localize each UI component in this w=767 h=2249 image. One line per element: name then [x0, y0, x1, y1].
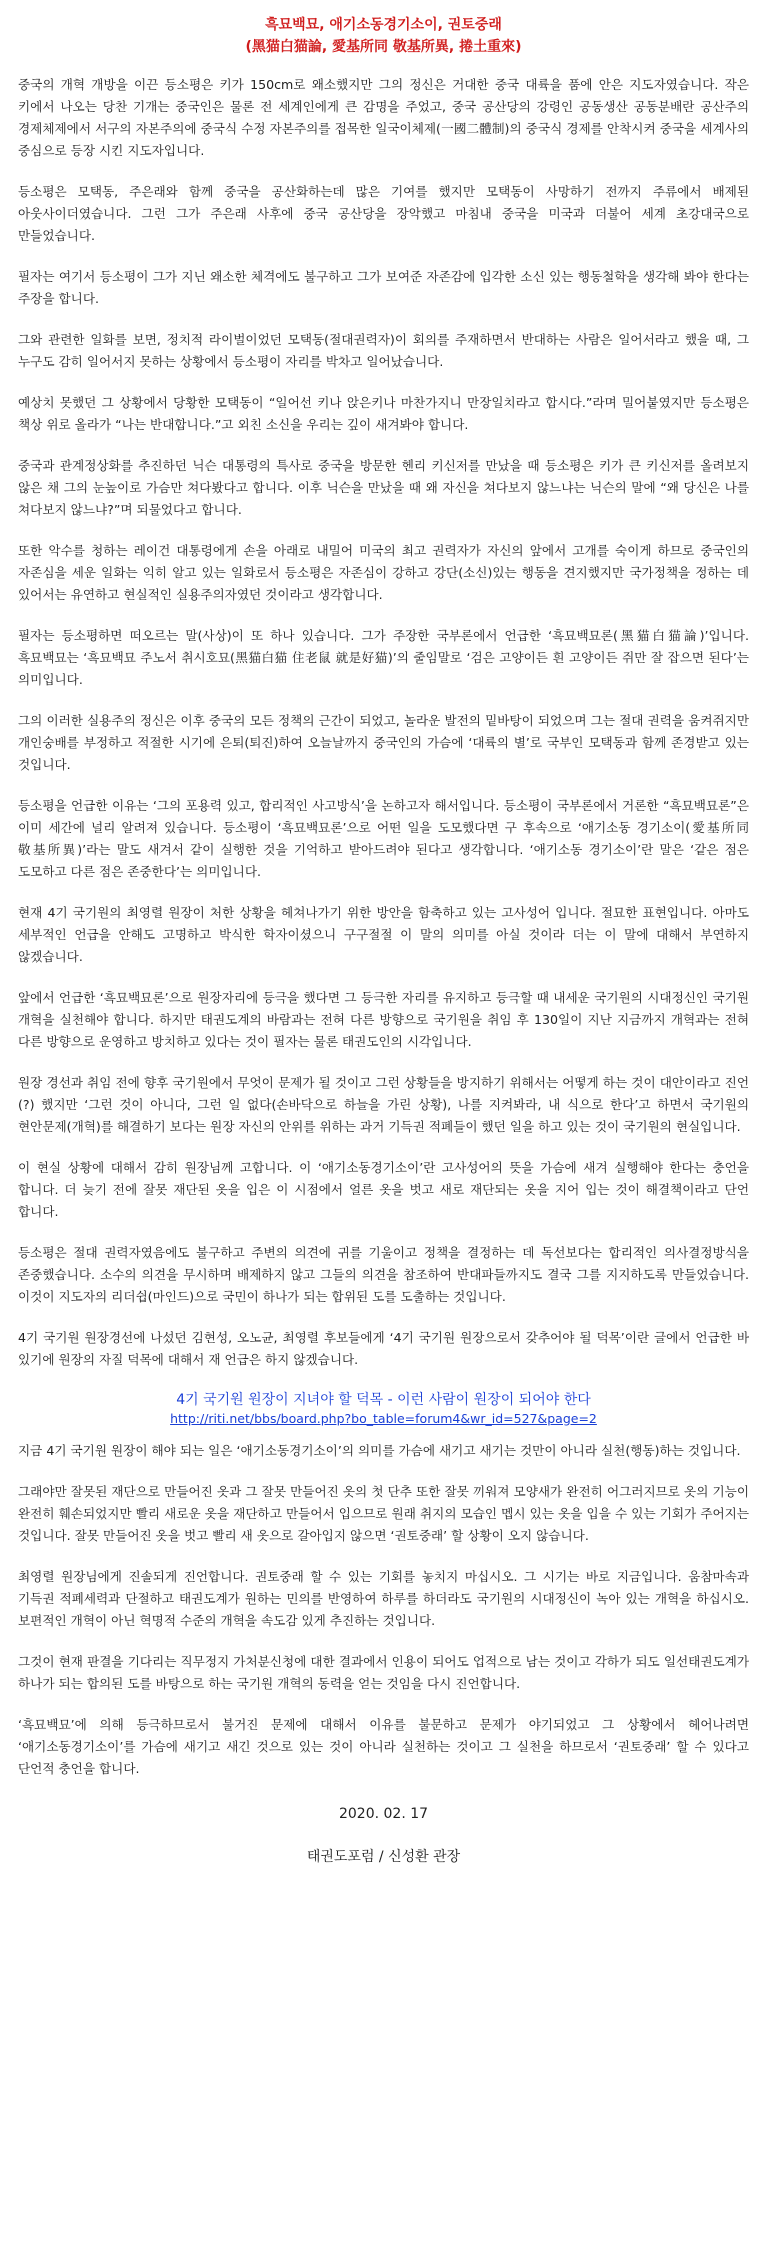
- closing-paragraph-2: 그래야만 잘못된 재단으로 만들어진 옷과 그 잘못 만들어진 옷의 첫 단추 또한 잘못 끼워져 모양새가 완전히 어그러지므로 옷의 기능이 완전히 훼손되었지만 빨리 새로운 옷을 재단하고 만들어서 입으므로 원래 취지의 모습인 멥시 있는 옷을 입을 수 있는 기회가 주어지는 것입니다. 잘못 만들어진 옷을 벗고 빨리 새 옷으로 갈아입지 않으면 ‘권토중래’ 할 상황이 오지 않습니다.: [18, 1484, 749, 1543]
- paragraph-12: 앞에서 언급한 ‘흑묘백묘론’으로 원장자리에 등극을 했다면 그 등극한 자리를 유지하고 등극할 때 내세운 국기원의 시대정신인 국기원 개혁을 실천해야 합니다. 하지만 태권도계의 바람과는 전혀 다른 방향으로 국기원을 취임 후 130일이 지난 지금까지 개혁과는 전혀 다른 방향으로 운영하고 방치하고 있다는 것이 필자는 물론 태권도인의 시각입니다.: [18, 990, 749, 1049]
- paragraph-16: 4기 국기원 원장경선에 나섰던 김현성, 오노균, 최영렬 후보들에게 ‘4기 국기원 원장으로서 갖추어야 될 덕목’이란 글에서 언급한 바 있기에 원장의 자질 덕목에 대해서 재 언급은 하지 않겠습니다.: [18, 1330, 749, 1367]
- paragraph-2: 등소평은 모택동, 주은래와 함께 중국을 공산화하는데 많은 기여를 했지만 모택동이 사망하기 전까지 주류에서 배제된 아웃사이더였습니다. 그런 그가 주은래 사후에 중국 공산당을 장악했고 마침내 중국을 미국과 더불어 세계 초강대국으로 만들었습니다.: [18, 184, 749, 243]
- reference-link[interactable]: http://riti.net/bbs/board.php?bo_table=forum4&wr_id=527&page=2: [170, 1411, 597, 1426]
- paragraph-13: 원장 경선과 취임 전에 향후 국기원에서 무엇이 문제가 될 것이고 그런 상황들을 방지하기 위해서는 어떻게 하는 것이 대안이라고 진언(?) 했지만 ‘그런 것이 아니다, 그런 일 없다(손바닥으로 하늘을 가린 상황), 나를 지켜봐라, 내 식으로 한다’고 하면서 국기원의 현안문제(개혁)를 해결하기 보다는 원장 자신의 안위를 위하는 과거 기득권 적폐들이 했던 일을 하고 있는 것이 국기원의 현실입니다.: [18, 1075, 749, 1134]
- paragraph-14: 이 현실 상황에 대해서 감히 원장님께 고합니다. 이 ‘애기소동경기소이’란 고사성어의 뜻을 가슴에 새겨 실행해야 한다는 충언을 합니다. 더 늦기 전에 잘못 재단된 옷을 입은 이 시점에서 얼른 옷을 벗고 새로 재단되는 옷을 지어 입는 것이 해결책이라고 단언 합니다.: [18, 1160, 749, 1219]
- closing-paragraph-5: ‘흑묘백묘’에 의해 등극하므로서 불거진 문제에 대해서 이유를 불문하고 문제가 야기되었고 그 상황에서 헤어나려면 ‘애기소동경기소이’를 가슴에 새기고 새긴 것으로 있는 것이 아니라 실천하는 것이고 그 실천을 하므로서 ‘권토중래’ 할 수 있다고 단언적 충언을 합니다.: [18, 1717, 749, 1776]
- paragraph-1: 중국의 개혁 개방을 이끈 등소평은 키가 150cm로 왜소했지만 그의 정신은 거대한 중국 대륙을 품에 안은 지도자였습니다. 작은 키에서 나오는 당찬 기개는 중국인은 물론 전 세계인에게 큰 감명을 주었고, 중국 공산당의 강령인 공동생산 공동분배란 공산주의 경제체제에서 서구의 자본주의에 중국식 수정 자본주의를 접목한 일국이체제(一國二體制)의 중국식 경제를 안착시켜 중국을 세계사의 중심으로 등장 시킨 지도자입니다.: [18, 77, 749, 158]
- paragraph-4: 그와 관련한 일화를 보면, 정치적 라이벌이었던 모택동(절대권력자)이 회의를 주재하면서 반대하는 사람은 일어서라고 했을 때, 그 누구도 감히 일어서지 못하는 상황에서 등소평이 자리를 박차고 일어났습니다.: [18, 332, 749, 369]
- paragraph-3: 필자는 여기서 등소평이 그가 지닌 왜소한 체격에도 불구하고 그가 보여준 자존감에 입각한 소신 있는 행동철학을 생각해 봐야 한다는 주장을 합니다.: [18, 269, 749, 306]
- reference-block: [18, 1390, 749, 1428]
- paragraph-5: 예상치 못했던 그 상황에서 당황한 모택동이 “일어선 키나 앉은키나 마찬가지니 만장일치라고 합시다.”라며 밀어붙였지만 등소평은 책상 위로 올라가 “나는 반대합니다.”고 외친 소신을 우리는 깊이 새겨봐야 합니다.: [18, 395, 749, 432]
- closing-paragraph-4: 그것이 현재 판결을 기다리는 직무정지 가처분신청에 대한 결과에서 인용이 되어도 업적으로 남는 것이고 각하가 되도 일선태권도계가 하나가 되는 합의된 도를 바탕으로 하는 국기원 개혁의 동력을 얻는 것임을 다시 진언합니다.: [18, 1654, 749, 1691]
- paragraph-8: 필자는 등소평하면 떠오르는 말(사상)이 또 하나 있습니다. 그가 주장한 국부론에서 언급한 ‘흑묘백묘론(黑猫白猫論)’입니다. 흑묘백묘는 ‘흑묘백묘 주노서 취시호묘(黑猫白猫 住老鼠 就是好猫)’의 줄임말로 ‘검은 고양이든 흰 고양이든 쥐만 잘 잡으면 된다’는 의미입니다.: [18, 628, 749, 687]
- paragraph-15: 등소평은 절대 권력자였음에도 불구하고 주변의 의견에 귀를 기울이고 정책을 결정하는 데 독선보다는 합리적인 의사결정방식을 존중했습니다. 소수의 의견을 무시하며 배제하지 않고 그들의 의견을 참조하여 반대파들까지도 결국 그를 지지하도록 만들었습니다. 이것이 지도자의 리더쉽(마인드)으로 국민이 하나가 되는 합위된 도를 도출하는 것입니다.: [18, 1245, 749, 1304]
- paragraph-11: 현재 4기 국기원의 최영렬 원장이 처한 상황을 헤쳐나가기 위한 방안을 함축하고 있는 고사성어 입니다. 절묘한 표현입니다. 아마도 세부적인 언급을 안해도 고명하고 박식한 학자이셨으니 구구절절 이 말의 의미를 아실 것이라 더는 이 말에 대해서 부연하지 않겠습니다.: [18, 905, 749, 964]
- author-signature: 태권도포럼 / 신성환 관장: [306, 1849, 461, 1865]
- paragraph-10: 등소평을 언급한 이유는 ‘그의 포용력 있고, 합리적인 사고방식’을 논하고자 해서입니다. 등소평이 국부론에서 거론한 “흑묘백묘론”은 이미 세간에 널리 알려져 있습니다. 등소평이 ‘흑묘백묘론’으로 어떤 일을 도모했다면 구 후속으로 ‘애기소동 경기소이(愛基所同 敬基所異)’라는 말도 새겨서 같이 실행한 것을 기억하고 받아드려야 된다고 생각합니다. ‘애기소동 경기소이’란 말은 ‘같은 점은 도모하고 다른 점은 존중한다’는 의미입니다.: [18, 798, 749, 879]
- closing-paragraph-3: 최영렬 원장님에게 진솔되게 진언합니다. 권토중래 할 수 있는 기회를 놓치지 마십시오. 그 시기는 바로 지금입니다. 움참마속과 기득권 적폐세력과 단절하고 태권도계가 원하는 민의를 반영하여 하루를 하더라도 국기원의 시대정신이 녹아 있는 개혁을 하십시오. 보편적인 개혁이 아닌 혁명적 수준의 개혁을 속도감 있게 추진하는 것입니다.: [18, 1569, 749, 1628]
- title-block: [18, 14, 749, 58]
- paragraph-9: 그의 이러한 실용주의 정신은 이후 중국의 모든 정책의 근간이 되었고, 놀라운 발전의 밑바탕이 되었으며 그는 절대 권력을 움켜쥐지만 개인숭배를 부정하고 적절한 시기에 은퇴(퇴진)하여 오늘날까지 중국인의 가슴에 ‘대륙의 별’로 국부인 모택동과 함께 존경받고 있는 것입니다.: [18, 713, 749, 772]
- article-title: 흑묘백묘, 애기소동경기소이, 권토중래: [265, 17, 502, 33]
- paragraph-7: 또한 악수를 청하는 레이건 대통령에게 손을 아래로 내밀어 미국의 최고 권력자가 자신의 앞에서 고개를 숙이게 하므로 중국인의 자존심을 세운 일화는 익히 알고 있는 일화로서 등소평은 자존심이 강하고 강단(소신)있는 행동을 견지했지만 국가정책을 정하는 데 있어서는 유연하고 현실적인 실용주의자였던 것이라고 생각합니다.: [18, 543, 749, 602]
- article-date: 2020. 02. 17: [338, 1806, 429, 1822]
- closing-paragraph-1: 지금 4기 국기원 원장이 해야 되는 일은 ‘애기소동경기소이’의 의미를 가슴에 새기고 새기는 것만이 아니라 실천(행동)하는 것입니다.: [18, 1443, 741, 1458]
- article-subtitle: (黑猫白猫論, 愛基所同 敬基所異, 捲土重來): [245, 39, 522, 55]
- paragraph-6: 중국과 관계정상화를 추진하던 닉슨 대통령의 특사로 중국을 방문한 헨리 키신저를 만났을 때 등소평은 키가 큰 키신저를 올려보지 않은 채 그의 눈높이로 가슴만 쳐다봤다고 합니다. 이후 닉슨을 만났을 때 왜 자신을 쳐다보지 않느냐는 닉슨의 말에 “왜 당신은 나를 쳐다보지 않느냐?”며 되물었다고 합니다.: [18, 458, 749, 517]
- reference-title: 4기 국기원 원장이 지녀야 할 덕목 - 이런 사람이 원장이 되어야 한다: [176, 1392, 591, 1408]
